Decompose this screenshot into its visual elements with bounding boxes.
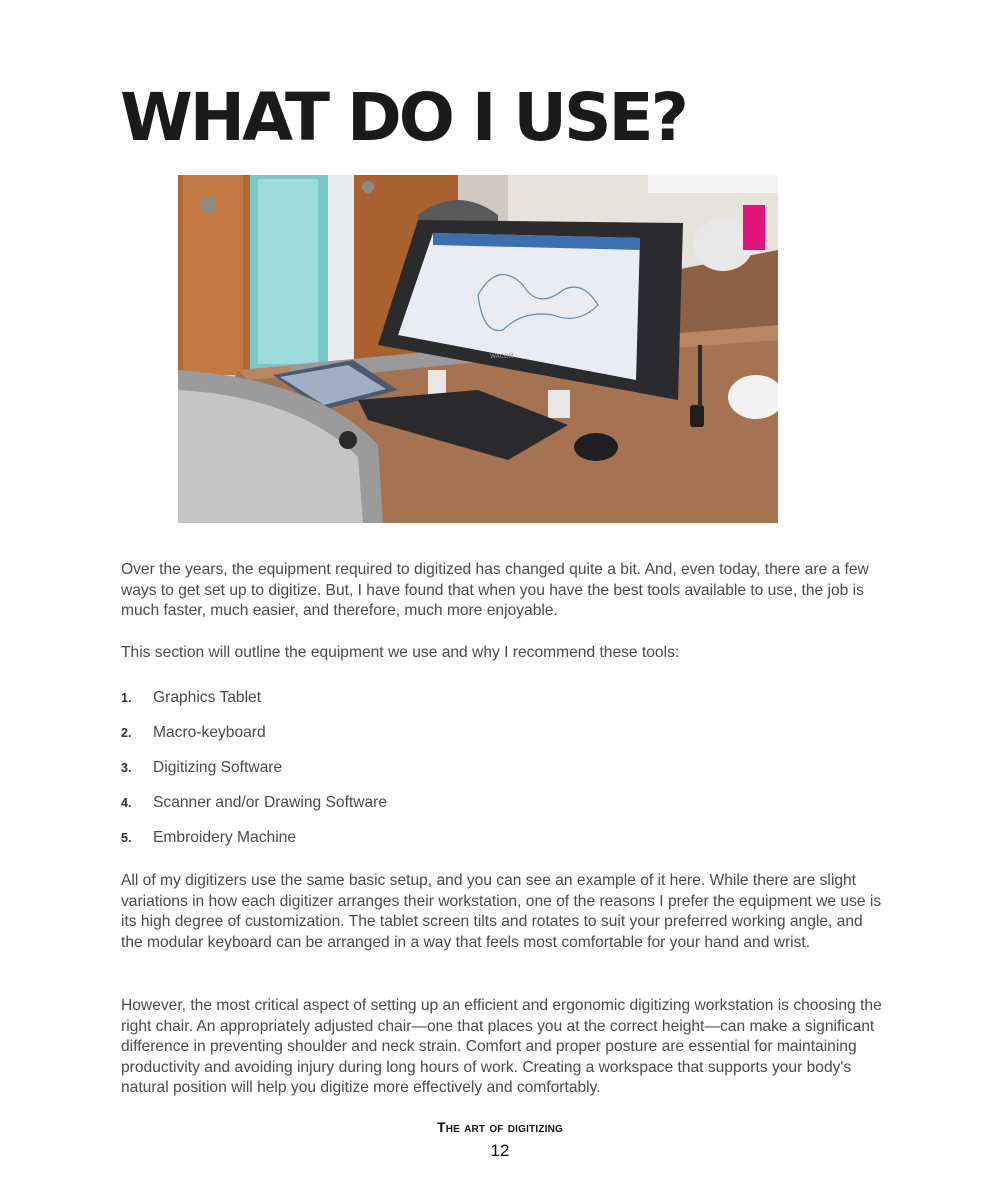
- tablet-brand-label: WACOM: [490, 353, 514, 360]
- footer-book-title: The art of digitizing: [436, 1119, 564, 1135]
- list-intro-paragraph: This section will outline the equipment we use and why I recommend these tools:: [121, 644, 680, 661]
- list-item-number: 5.: [121, 831, 132, 845]
- list-item: [121, 793, 387, 828]
- equipment-list: [121, 688, 387, 863]
- list-item-label: Macro-keyboard: [153, 724, 266, 741]
- list-item-label: Scanner and/or Drawing Software: [153, 794, 388, 811]
- list-item-label: Digitizing Software: [153, 759, 283, 776]
- setup-paragraph: All of my digitizers use the same basic setup, and you can see an example of it here. While there are slight variations in how each digitizer arranges their workstation, one of the reasons I prefer the equipment we use is its high degree of customization. The tablet screen tilts and rotates to suit your preferred working angle, and the modular keyboard can be arranged in a way that feels most comfortable for your hand and wrist.: [121, 872, 882, 951]
- list-item-label: Embroidery Machine: [153, 829, 297, 846]
- list-item-number: 4.: [121, 796, 132, 810]
- intro-paragraph: Over the years, the equipment required to digitized has changed quite a bit. And, even today, there are a few ways to get set up to digitize. But, I have found that when you have the best tools available to use, the job is much faster, much easier, and therefore, much more enjoyable.: [121, 561, 869, 620]
- list-item-number: 3.: [121, 761, 132, 775]
- chair-paragraph: However, the most critical aspect of setting up an efficient and ergonomic digitizing workstation is choosing the right chair. An appropriately adjusted chair—one that places you at the correct height—can make a significant difference in preventing shoulder and neck strain. Comfort and proper posture are essential for maintaining productivity and avoiding injury during long hours of work. Creating a workspace that supports your body's natural position will help you digitize more effectively and comfortably.: [121, 997, 882, 1097]
- list-item-number: 1.: [121, 691, 132, 705]
- page-title: WHAT DO I USE?: [120, 79, 686, 156]
- workstation-photo: [178, 175, 778, 523]
- list-item-number: 2.: [121, 726, 132, 740]
- list-item: [121, 828, 387, 863]
- list-item: [121, 758, 387, 793]
- list-item: [121, 723, 387, 758]
- list-item: [121, 688, 387, 723]
- page-number: 12: [490, 1141, 510, 1160]
- list-item-label: Graphics Tablet: [153, 689, 262, 706]
